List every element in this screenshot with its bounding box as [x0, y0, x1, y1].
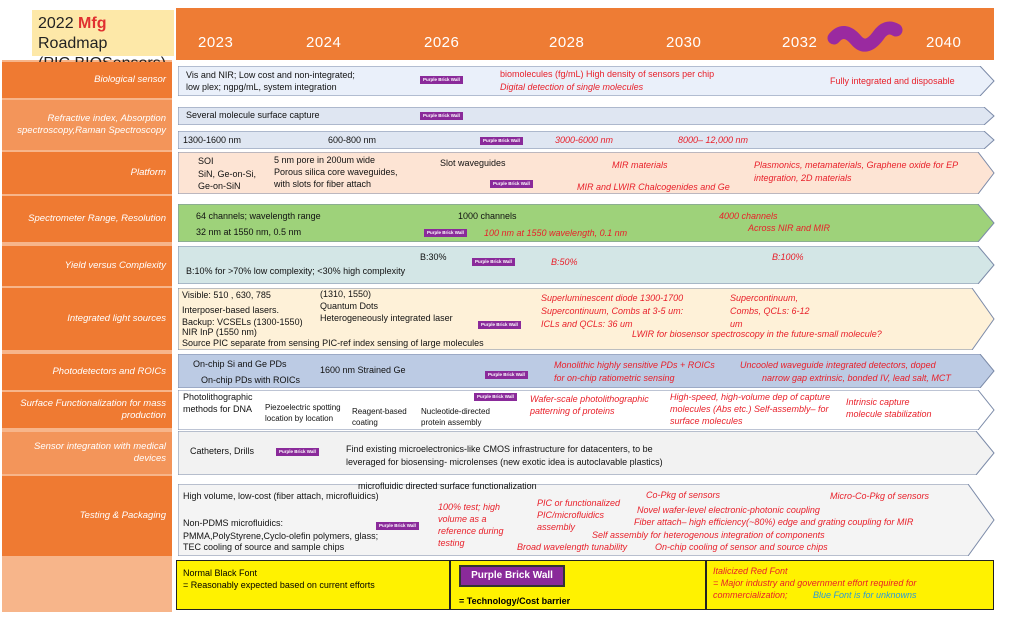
surf-red-2: patterning of proteins [530, 406, 615, 416]
surf-red-1: Wafer-scale photolithographic [530, 394, 649, 404]
purple-brick-wall: Purple Brick Wall [424, 229, 467, 237]
row-label-platform: Platform [2, 152, 172, 194]
pd-red-2: for on-chip ratiometric sensing [554, 373, 675, 383]
plat-text-1: SOI [198, 156, 214, 166]
light-red-4: Supercontinuum, [730, 293, 799, 303]
plat-text-3: Ge-on-SiN [198, 181, 241, 191]
row-label-yield: Yield versus Complexity [2, 246, 172, 286]
test-red-12: Broad wavelength tunability [517, 542, 628, 552]
plat-red-2: MIR and LWIR Chalcogenides and Ge [577, 182, 730, 192]
year-2026: 2026 [424, 34, 460, 51]
light-text-1: Visible: 510 , 630, 785 [182, 290, 271, 300]
plat-text-6: with slots for fiber attach [274, 179, 372, 189]
row-label-surface-functionalization: Surface Functionalization for mass production [2, 392, 172, 428]
pd-text-3: 1600 nm Strained Ge [320, 365, 406, 375]
surf-red-4: molecules (Abs etc.) Self-assembly– for [670, 404, 829, 414]
plat-text-5: Porous silica core waveguides, [274, 167, 398, 177]
surf-red-5: surface molecules [670, 416, 743, 426]
row-label-testing-packaging: Testing & Packaging [2, 476, 172, 556]
test-red-2: volume as a [438, 514, 487, 524]
sens-text-2: Find existing microelectronics-like CMOS infrastructure for datacenters, to be [346, 444, 653, 454]
purple-brick-wall: Purple Brick Wall [474, 393, 517, 401]
surf-text-3: Piezoelectric spotting [265, 403, 341, 412]
test-red-8: Co-Pkg of sensors [646, 490, 721, 500]
test-red-10: Fiber attach– high efficiency(~80%) edge and grating coupling for MIR [634, 517, 914, 527]
light-red-1: Superluminescent diode 1300-1700 [541, 293, 684, 303]
title-prefix: 2022 [38, 15, 79, 32]
pd-red-3: Uncooled waveguide integrated detectors, doped [740, 360, 936, 370]
spec-text-1: 64 channels; wavelength range [196, 211, 321, 221]
bio-text-2: low plex; ngpg/mL, system integration [186, 82, 337, 92]
purple-brick-wall: Purple Brick Wall [276, 448, 319, 456]
bio-text-1: Vis and NIR; Low cost and non-integrated; [186, 70, 355, 80]
refr-text-2: 1300-1600 nm [183, 135, 242, 145]
refr-text-1: Several molecule surface capture [186, 110, 320, 120]
refr-red-1: 3000-6000 nm [555, 135, 614, 145]
plat-text-4: 5 nm pore in 200um wide [274, 155, 376, 165]
row-label-spectrometer: Spectrometer Range, Resolution [2, 196, 172, 242]
test-text-3: Non-PDMS microfluidics: [183, 518, 284, 528]
roadmap-title [32, 10, 174, 56]
yield-text-2: B:30% [420, 252, 447, 262]
row-label-refractive-index: Refractive index, Absorption spectroscopy,Raman Spectroscopy [2, 100, 172, 150]
test-text-2: High volume, low-cost (fiber attach, microfluidics) [183, 491, 379, 501]
test-text-4: PMMA,PolyStyrene,Cyclo-olefin polymers, glass; [183, 531, 379, 541]
test-red-3: reference during [438, 526, 504, 536]
purple-brick-wall: Purple Brick Wall [480, 137, 523, 145]
pd-text-2: On-chip PDs with ROICs [201, 375, 301, 385]
plat-red-1: MIR materials [612, 160, 668, 170]
test-red-7: assembly [537, 522, 576, 532]
bio-red-1: biomolecules (fg/mL) High density of sensors per chip [500, 69, 715, 79]
legend-black [176, 560, 450, 610]
spec-text-2: 32 nm at 1550 nm, 0.5 nm [196, 227, 302, 237]
legend-pbw [450, 560, 706, 610]
surf-text-6: coating [352, 418, 378, 427]
surf-text-2: methods for DNA [183, 404, 253, 414]
light-red-3: ICLs and QCLs: 36 um [541, 319, 633, 329]
legend-red-title: Italicized Red Font [713, 566, 788, 576]
year-2032: 2032 [782, 34, 818, 51]
plat-text-2: SiN, Ge-on-Si, [198, 169, 257, 179]
light-text-6: (1310, 1550) [320, 289, 372, 299]
surf-text-7: Nucleotide-directed [421, 407, 490, 416]
legend-red-desc2: commercialization; [713, 590, 788, 600]
row-label-photodetectors: Photodetectors and ROICs [2, 354, 172, 390]
test-red-1: 100% test; high [438, 502, 501, 512]
spec-red-1: 100 nm at 1550 wavelength, 0.1 nm [484, 228, 628, 238]
year-2040: 2040 [926, 34, 962, 51]
row-bar-yield [178, 246, 996, 284]
light-red-7: LWIR for biosensor spectroscopy in the future-small molecule? [632, 329, 882, 339]
light-red-5: Combs, QCLs: 6-12 [730, 306, 810, 316]
year-2028: 2028 [549, 34, 585, 51]
year-2030: 2030 [666, 34, 702, 51]
pd-text-1: On-chip Si and Ge PDs [193, 359, 287, 369]
surf-text-5: Reagent-based [352, 407, 407, 416]
surf-red-7: molecule stabilization [846, 409, 932, 419]
refr-red-2: 8000– 12,000 nm [678, 135, 749, 145]
spec-red-2: 4000 channels [719, 211, 778, 221]
surf-text-1: Photolithographic [183, 392, 253, 402]
title-suffix: Roadmap [38, 35, 108, 52]
year-2023: 2023 [198, 34, 234, 51]
year-2024: 2024 [306, 34, 342, 51]
legend-red-desc: = Major industry and government effort required for [713, 578, 917, 588]
sens-text-3: leveraged for biosensing- microlenses (new exotic idea is autoclavable plastics) [346, 457, 663, 467]
plat-text-7: Slot waveguides [440, 158, 506, 168]
surf-text-8: protein assembly [421, 418, 482, 427]
sens-text-1: Catheters, Drills [190, 446, 255, 456]
legend-red [706, 560, 994, 610]
test-red-5: PIC or functionalized [537, 498, 621, 508]
legend-pbw-box: Purple Brick Wall [459, 565, 565, 587]
light-text-3: Backup: VCSELs (1300-1550) [182, 317, 303, 327]
pd-red-1: Monolithic highly sensitive PDs + ROICs [554, 360, 715, 370]
yield-text-1: B:10% for >70% low complexity; <30% high complexity [186, 266, 406, 276]
test-text-5: TEC cooling of source and sample chips [183, 542, 345, 552]
test-red-4: testing [438, 538, 465, 548]
bio-red-2: Digital detection of single molecules [500, 82, 644, 92]
surf-red-6: Intrinsic capture [846, 397, 910, 407]
plat-red-3: Plasmonics, metamaterials, Graphene oxide for EP [754, 160, 959, 170]
row-label-sensor-integration: Sensor integration with medical devices [2, 432, 172, 474]
light-red-2: Supercontinuum, Combs at 3-5 um: [541, 306, 684, 316]
legend-black-title: Normal Black Font [183, 568, 258, 578]
test-red-14: Micro-Co-Pkg of sensors [830, 491, 930, 501]
spec-text-3: 1000 channels [458, 211, 517, 221]
yield-red-2: B:100% [772, 252, 804, 262]
test-red-6: PIC/microfluidics [537, 510, 605, 520]
light-red-6: um [730, 319, 743, 329]
legend-pbw-desc: = Technology/Cost barrier [459, 596, 571, 606]
bio-red-3: Fully integrated and disposable [830, 76, 955, 86]
test-red-13: On-chip cooling of sensor and source chips [655, 542, 828, 552]
purple-brick-wall: Purple Brick Wall [420, 76, 463, 84]
light-text-4: NIR InP (1550 nm) [182, 327, 257, 337]
purple-brick-wall: Purple Brick Wall [485, 371, 528, 379]
refr-text-3: 600-800 nm [328, 135, 377, 145]
squiggle-icon [826, 18, 906, 58]
legend-black-desc: = Reasonably expected based on current efforts [183, 580, 375, 590]
light-text-7: Quantum Dots [320, 301, 379, 311]
purple-brick-wall: Purple Brick Wall [472, 258, 515, 266]
test-text-1: microfluidic directed surface functionalization [358, 481, 537, 491]
surf-text-4: location by location [265, 414, 334, 423]
light-text-2: Interposer-based lasers. [182, 305, 280, 315]
row-label-light-sources: Integrated light sources [2, 288, 172, 350]
purple-brick-wall: Purple Brick Wall [376, 522, 419, 530]
purple-brick-wall: Purple Brick Wall [478, 321, 521, 329]
purple-brick-wall: Purple Brick Wall [490, 180, 533, 188]
legend-blue-desc: Blue Font is for unknowns [813, 590, 917, 600]
title-mfg: Mfg [78, 15, 107, 32]
row-label-biological-sensor: Biological sensor [2, 62, 172, 98]
test-red-9: Novel wafer-level electronic-photonic coupling [637, 505, 820, 515]
surf-red-3: High-speed, high-volume dep of capture [670, 392, 831, 402]
plat-red-4: integration, 2D materials [754, 173, 852, 183]
pd-red-4: narrow gap extrinsic, bonded IV, lead salt, MCT [762, 373, 951, 383]
spec-red-3: Across NIR and MIR [748, 223, 831, 233]
yield-red-1: B:50% [551, 257, 578, 267]
year-header [176, 8, 994, 60]
light-text-5: Source PIC separate from sensing PIC-ref index sensing of large molecules [182, 338, 484, 348]
purple-brick-wall: Purple Brick Wall [420, 112, 463, 120]
test-red-11: Self assembly for heterogenous integration of components [592, 530, 825, 540]
light-text-8: Heterogeneously integrated laser [320, 313, 453, 323]
